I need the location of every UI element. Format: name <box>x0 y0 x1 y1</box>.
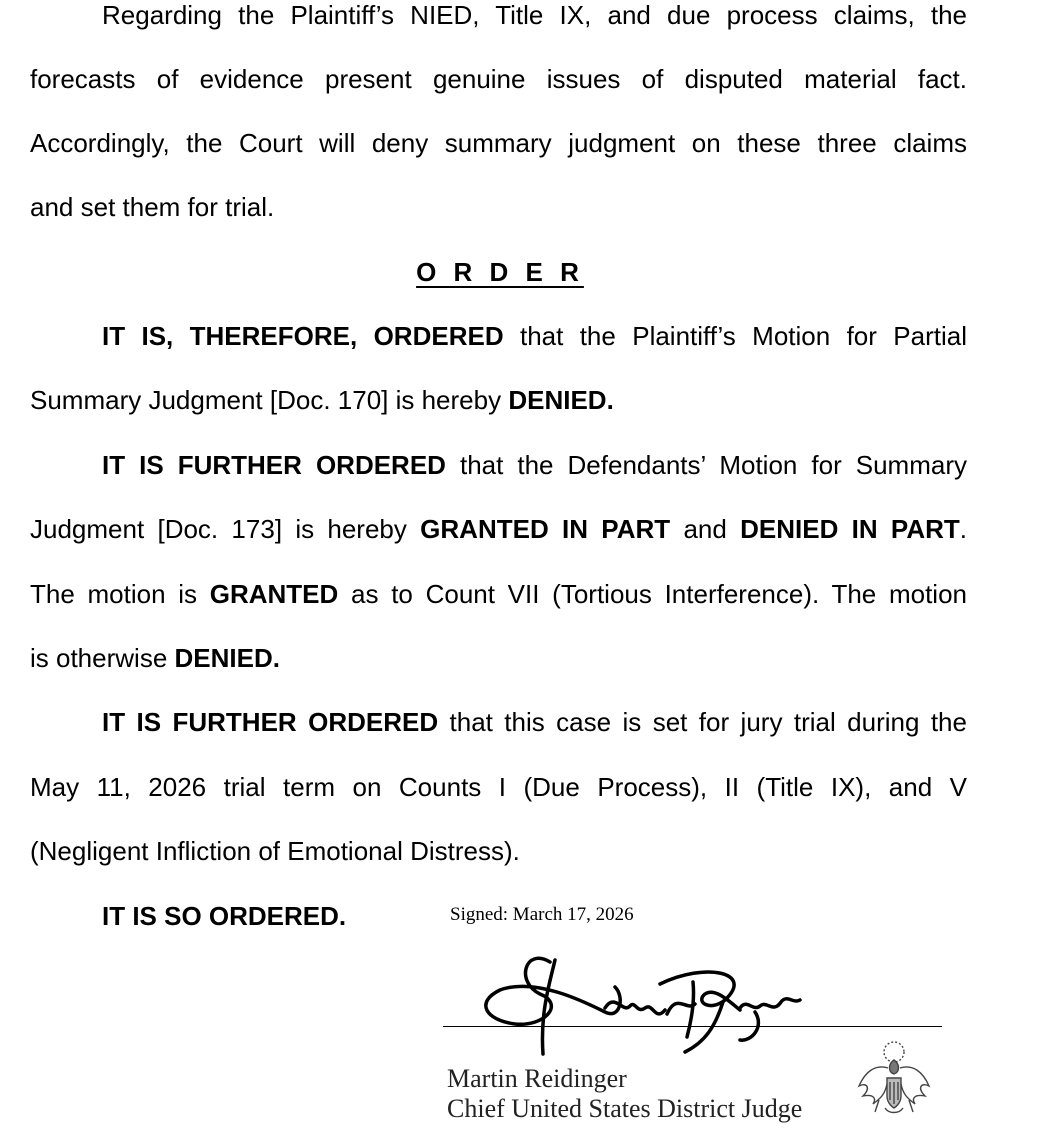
order2-line-3-a: The motion is <box>30 579 210 609</box>
order2-line-4 <box>30 643 967 673</box>
order2-line-4-a: is otherwise <box>30 643 175 673</box>
paragraph-line-4: and set them for trial. <box>30 192 275 222</box>
judge-title: Chief United States District Judge <box>447 1094 803 1123</box>
order2-line-3-b: as to Count VII (Tortious Interference). The motion <box>338 579 967 609</box>
order2-line-2-a: Judgment [Doc. 173] is hereby <box>30 514 421 544</box>
order3-bold-lead: IT IS FURTHER ORDERED <box>102 707 439 737</box>
order2-bold-lead: IT IS FURTHER ORDERED <box>102 450 446 480</box>
order3-line-2: May 11, 2026 trial term on Counts I (Due Process), II (Title IX), and V <box>30 772 967 802</box>
paragraph-line-2: forecasts of evidence present genuine issues of disputed material fact. <box>30 64 967 94</box>
order2-line-3 <box>30 579 967 609</box>
paragraph-line-1: Regarding the Plaintiff’s NIED, Title IX, and due process claims, the <box>102 0 967 30</box>
order2-line-2-c: . <box>959 514 967 544</box>
handwritten-signature <box>455 942 825 1072</box>
order2-line-1 <box>102 450 967 480</box>
order3-line-1-text: that this case is set for jury trial during the <box>438 707 967 737</box>
order1-bold-lead: IT IS, THEREFORE, ORDERED <box>102 321 504 351</box>
order2-denied: DENIED. <box>174 643 280 673</box>
court-seal-eagle-icon <box>855 1038 933 1122</box>
order2-denied-in-part: DENIED IN PART <box>740 514 960 544</box>
order2-granted-in-part: GRANTED IN PART <box>420 514 671 544</box>
order2-line-2 <box>30 514 967 544</box>
order2-line-1-text: that the Defendants’ Motion for Summary <box>445 450 967 480</box>
judge-name: Martin Reidinger <box>447 1064 627 1093</box>
order1-line-1-text: that the Plaintiff’s Motion for Partial <box>503 321 967 351</box>
order2-granted: GRANTED <box>209 579 339 609</box>
order1-line-2-text: Summary Judgment [Doc. 170] is hereby <box>30 385 509 415</box>
signed-date: Signed: March 17, 2026 <box>450 904 634 925</box>
order1-line-2 <box>30 385 967 415</box>
order-heading: O R D E R <box>416 257 584 287</box>
order1-denied: DENIED. <box>508 385 614 415</box>
order3-line-3: (Negligent Infliction of Emotional Distress). <box>30 836 520 866</box>
signature-line <box>443 1026 942 1027</box>
order3-line-1 <box>102 707 967 737</box>
so-ordered-text: IT IS SO ORDERED. <box>102 901 347 931</box>
order1-line-1 <box>102 321 967 351</box>
order2-line-2-b: and <box>670 514 741 544</box>
paragraph-line-3: Accordingly, the Court will deny summary judgment on these three claims <box>30 128 967 158</box>
